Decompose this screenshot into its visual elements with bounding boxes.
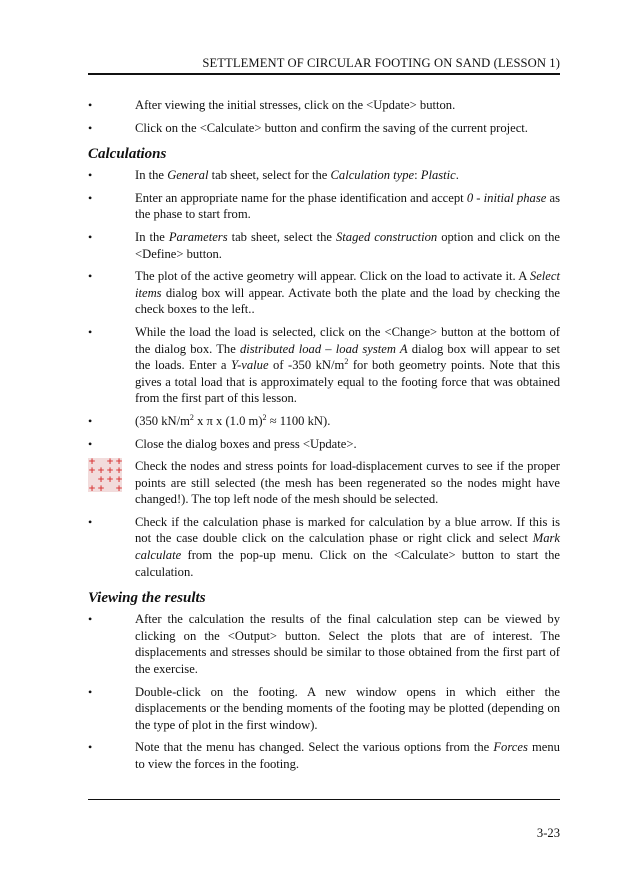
bullet-icon: • <box>88 269 93 284</box>
bullet-icon: • <box>88 436 93 451</box>
list-item <box>88 436 560 453</box>
list-item <box>88 739 560 772</box>
list-item <box>88 514 560 580</box>
list-item <box>88 611 560 677</box>
bullet-icon: • <box>88 120 93 135</box>
running-header: SETTLEMENT OF CIRCULAR FOOTING ON SAND (LESSON 1) <box>202 56 560 70</box>
item-text: Check if the calculation phase is marked for calculation by a blue arrow. If this is not the case double click on the calculation phase or right click and select Mark calculate from the pop-up menu. Click on the <Calculate> button to start the calculation. <box>135 514 560 579</box>
item-text: Close the dialog boxes and press <Update>. <box>135 436 357 451</box>
item-text: (350 $kN/m^2$ x π x (1.0 m)$^2$ ≈ 1100 kN). <box>135 412 331 428</box>
list-item <box>88 167 560 184</box>
bullet-icon: • <box>88 684 93 699</box>
footer-rule <box>88 799 560 800</box>
list-item <box>88 413 560 430</box>
bullet-icon: • <box>88 612 93 627</box>
list-item <box>88 458 560 508</box>
list-item <box>88 268 560 318</box>
nodes-grid-icon: + + + + + + + + + + + + + <box>88 457 123 495</box>
bullet-icon: • <box>88 413 93 428</box>
item-text: Double-click on the footing. A new window opens in which either the displacements or the bending moments of the footing may be plotted (depending on the type of plot in the first window). <box>135 684 560 732</box>
page-body <box>88 97 560 779</box>
bullet-icon: • <box>88 168 93 183</box>
section-heading-calculations: Calculations <box>88 146 167 163</box>
item-text: In the Parameters tab sheet, select the Staged construction option and click on the <Define> button. <box>135 229 560 261</box>
item-text: Enter an appropriate name for the phase identification and accept 0 - initial phase as the phase to start from. <box>135 190 561 222</box>
section-heading-results: Viewing the results <box>88 590 206 607</box>
item-text: Note that the menu has changed. Select the various options from the Forces menu to view the forces in the footing. <box>135 740 560 771</box>
bullet-icon: • <box>88 514 93 529</box>
list-item <box>88 120 560 137</box>
bullet-icon: • <box>88 324 93 339</box>
item-text: Click on the <Calculate> button and confirm the saving of the current project. <box>135 120 528 135</box>
list-item <box>88 684 560 734</box>
page-number: 3-23 <box>536 826 560 840</box>
bullet-icon: • <box>88 190 93 205</box>
item-text: The plot of the active geometry will appear. Click on the load to activate it. A Select items dialog box will appear. Activate both the plate and the load by checking the check boxes to the left.. <box>135 269 560 317</box>
item-text: After the calculation the results of the final calculation step can be viewed by clicking on the <Output> button. Select the plots that are of interest. The displacements and stresses should be similar to those obtained from the first part of the exercise. <box>135 612 560 677</box>
bullet-icon: • <box>88 740 93 755</box>
list-item <box>88 190 560 223</box>
item-text: In the General tab sheet, select for the Calculation type: Plastic. <box>135 168 459 183</box>
item-text: Check the nodes and stress points for load-displacement curves to see if the proper points are still selected (the mesh has been regenerated so the nodes might have changed!). The top left node of the mesh should be selected. <box>135 459 560 507</box>
header-rule <box>88 73 560 75</box>
list-item <box>88 97 560 114</box>
list-item <box>88 229 560 262</box>
bullet-icon: • <box>88 98 93 112</box>
item-text: While the load the load is selected, click on the <Change> button at the bottom of the dialog box. The distributed load – load system A dialog box will appear to set the loads. Enter a Y-value of -350 $kN/m^2$ for both geometry points. Note that this gives a total load that is approximately equal to the footing force that was obtained from the first part of this lesson. <box>135 324 560 406</box>
bullet-icon: • <box>88 229 93 244</box>
item-text: After viewing the initial stresses, click on the <Update> button. <box>135 98 456 112</box>
list-item <box>88 324 560 407</box>
